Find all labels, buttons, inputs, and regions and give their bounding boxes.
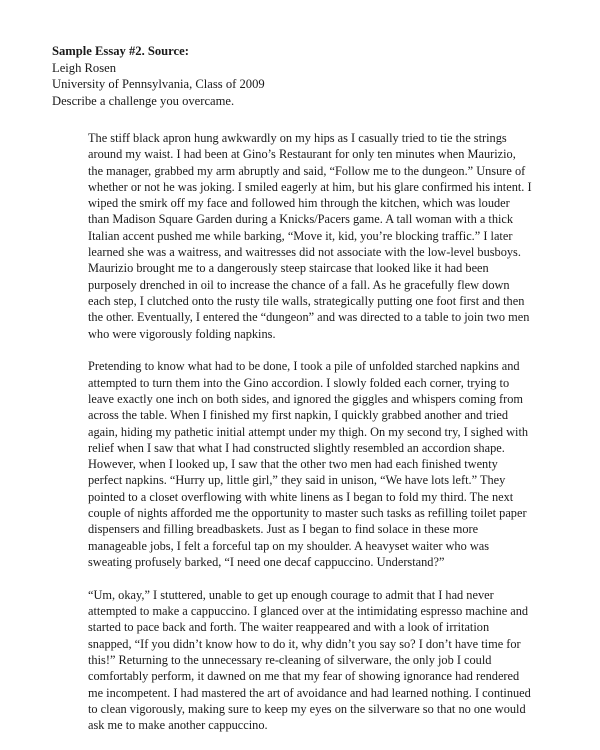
- paragraph-line: wiped the smirk off my face and followed him through the kitchen, which was louder: [88, 196, 510, 211]
- paragraph-line: again, hiding my pathetic initial attempt under my thigh. On my second try, I sighed with: [88, 424, 529, 439]
- paragraph-line: started to pace back and forth. The waiter reappeared and with a look of irritation: [88, 620, 490, 635]
- paragraph-line: the other. Eventually, I entered the “dungeon” and was directed to a table to join two men: [88, 310, 530, 325]
- school-name: University of Pennsylvania, Class of 2009: [52, 77, 265, 91]
- paragraph-line: attempted to make a cappuccino. I glanced over at the intimidating espresso machine and: [88, 604, 529, 619]
- paragraph-line: learned she was a waitress, and waitresses did not associate with the low-level busboys.: [88, 245, 521, 260]
- essay-body: [88, 130, 554, 750]
- paragraph-line: attempted to turn them into the Gino accordion. I slowly folded each corner, trying to: [88, 375, 510, 390]
- author-name: Leigh Rosen: [52, 60, 117, 75]
- paragraph-line: Italian accent pushed me while barking, “Move it, kid, you’re blocking traffic.” I later: [88, 228, 513, 243]
- paragraph-line: Maurizio brought me to a dangerously steep staircase that looked like it had been: [88, 261, 489, 276]
- paragraph-line: manageable jobs, I felt a forceful tap on my shoulder. A heavyset waiter who was: [88, 538, 490, 553]
- paragraph-line: around my waist. I had been at Gino’s Restaurant for only ten minutes when Maurizio,: [88, 147, 516, 162]
- essay-title: Sample Essay #2. Source:: [52, 44, 189, 58]
- paragraph-line: the manager, grabbed my arm abruptly and said, “Follow me to the dungeon.” Unsure of: [88, 163, 526, 178]
- paragraph-line: across the table. When I finished my first napkin, I quickly grabbed another and tried: [88, 408, 509, 423]
- paragraph-line: ask me to make another cappuccino.: [88, 718, 268, 733]
- paragraph-line: than Madison Square Garden during a Knicks/Pacers game. A tall woman with a thick: [88, 212, 514, 227]
- paragraph-line: leave exactly one inch on both sides, and ignored the giggles and whispers coming from: [88, 391, 524, 406]
- paragraph-line: Pretending to know what had to be done, I took a pile of unfolded starched napkins and: [88, 359, 520, 374]
- paragraph-line: purposely drenched in oil to increase the chance of a fall. As he gracefully flew down: [88, 277, 510, 292]
- paragraph-line: dispensers and filling breadbaskets. Just as I began to find solace in these more: [88, 522, 479, 537]
- essay-paragraph: [88, 587, 554, 734]
- paragraph-line: who were vigorously folding napkins.: [88, 326, 276, 341]
- paragraph-line: snapped, “If you didn’t know how to do it, why didn’t you say so? I don’t have time for: [88, 636, 521, 651]
- paragraph-line: comfortably perform, it dawned on me that my fear of showing ignorance had rendered: [88, 669, 520, 684]
- paragraph-line: each step, I clutched onto the rusty tile walls, strategically putting one foot first and then: [88, 293, 525, 308]
- paragraph-line: relief when I saw that what I had constructed slightly resembled an accordion shape.: [88, 440, 505, 455]
- essay-prompt: Describe a challenge you overcame.: [52, 93, 235, 108]
- paragraph-line: couple of nights afforded me the opportunity to master such tasks as refilling toilet paper: [88, 506, 527, 521]
- paragraph-line: The stiff black apron hung awkwardly on my hips as I casually tried to tie the strings: [88, 131, 507, 145]
- paragraph-line: to clean vigorously, making sure to keep my eyes on the silverware so that no one would: [88, 701, 526, 716]
- paragraph-line: However, when I looked up, I saw that the other two men had each finished twenty: [88, 457, 498, 472]
- paragraph-line: whether or not he was joking. I smiled eagerly at him, but his glare confirmed his intent. I: [88, 179, 532, 194]
- paragraph-line: “Um, okay,” I stuttered, unable to get up enough courage to admit that I had never: [88, 587, 494, 602]
- essay-paragraph: [88, 358, 554, 570]
- essay-header: [52, 43, 552, 109]
- paragraph-line: pointed to a closet overflowing with white linens as I began to fold my third. The next: [88, 489, 514, 504]
- paragraph-line: sweating profusely barked, “I need one decaf cappuccino. Understand?”: [88, 554, 445, 569]
- paragraph-line: this!” Returning to the unnecessary re-cleaning of silverware, the only job I could: [88, 652, 492, 667]
- paragraph-line: perfect napkins. “Hurry up, little girl,” they said in unison, “We have lots left.” They: [88, 473, 506, 488]
- paragraph-line: me incompetent. I had mastered the art of avoidance and had learned nothing. I continued: [88, 685, 531, 700]
- essay-paragraph: [88, 130, 554, 342]
